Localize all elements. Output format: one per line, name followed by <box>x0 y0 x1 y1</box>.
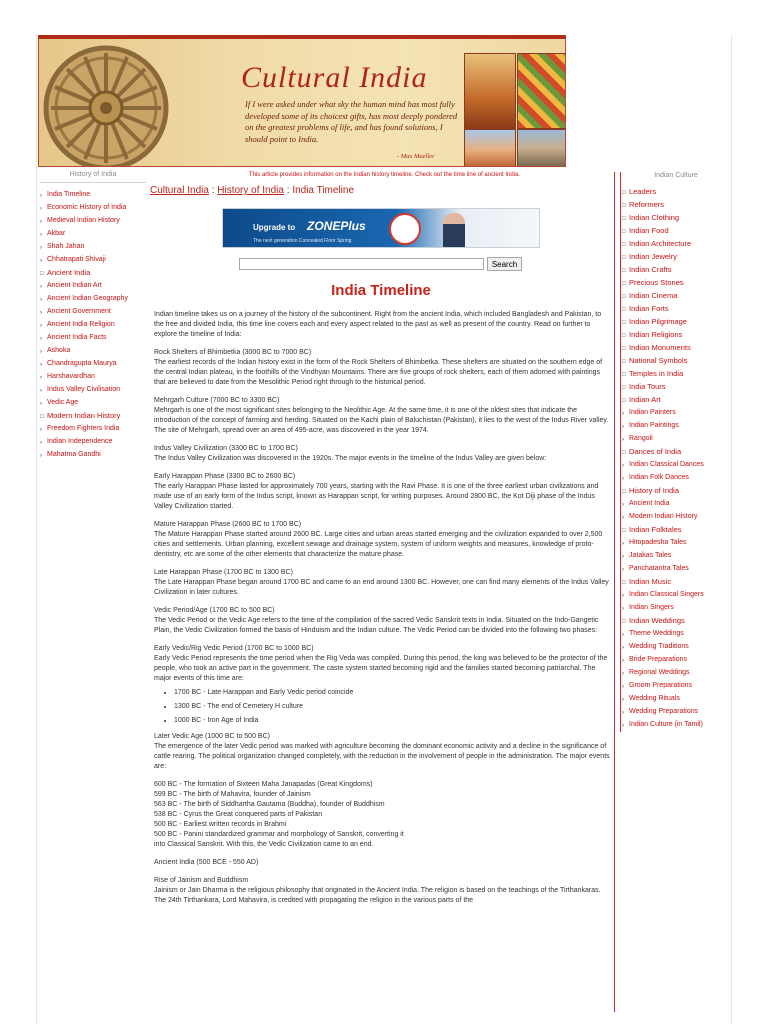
sidebar-item-label: Indus Valley Civilisation <box>47 386 121 393</box>
square-bullet-icon: □ <box>622 190 626 196</box>
sidebar-item-label: Regional Weddings <box>629 669 690 676</box>
sidebar-item[interactable] <box>621 498 731 511</box>
sidebar-item-label: Leaders <box>629 187 657 196</box>
section-paragraph: The Mature Harappan Phase started around 2600 BC. Large cities and urban areas started emerging and the civilization expanded to over 2,500 cities and settlements. Urban planning, excellent sewage and drainage system, system of uniform weights and measures, knowledge of proto-dentistry, etc are some of the other elements that characterize the mature phase. <box>154 531 603 558</box>
arrow-bullet-icon: › <box>622 684 624 690</box>
sidebar-item[interactable] <box>40 397 146 410</box>
arrow-bullet-icon: › <box>40 297 42 303</box>
sidebar-item-label: Modern Indian History <box>629 513 698 520</box>
sidebar-item-label: Indian Religions <box>629 330 683 339</box>
sidebar-item-label: Ashoka <box>47 347 71 354</box>
ad-person-image <box>443 213 465 248</box>
square-bullet-icon: □ <box>622 619 626 625</box>
sidebar-item[interactable] <box>40 280 146 293</box>
sidebar-item-label: India Timeline <box>47 191 91 198</box>
arrow-bullet-icon: › <box>622 424 624 430</box>
section-heading: Ancient India (500 BCE - 550 AD) <box>154 859 259 866</box>
right-sidebar-heading: Indian Culture <box>654 172 698 179</box>
sidebar-item-label: Indian Crafts <box>629 265 672 274</box>
events-list <box>154 688 610 726</box>
arrow-bullet-icon: › <box>622 710 624 716</box>
section-heading: Early Harappan Phase (3300 BC to 2600 BC) <box>154 473 296 480</box>
column-divider <box>614 172 615 1012</box>
sidebar-item-label: Ancient India Facts <box>47 334 107 341</box>
sidebar-item-label: Indian Singers <box>629 604 674 611</box>
sidebar-item-label: Wedding Rituals <box>629 695 680 702</box>
arrow-bullet-icon: › <box>622 593 624 599</box>
square-bullet-icon: □ <box>622 268 626 274</box>
sidebar-item-label: Indian Culture (in Tamil) <box>629 721 703 728</box>
ad-brand: ZONEPlus <box>307 219 366 233</box>
arrow-bullet-icon: › <box>622 723 624 729</box>
arrow-bullet-icon: › <box>40 336 42 342</box>
sidebar-item[interactable] <box>40 371 146 384</box>
breadcrumb-separator: : <box>208 185 218 196</box>
sidebar-item-label: Theme Weddings <box>629 630 684 637</box>
left-sidebar-list <box>40 189 146 462</box>
sidebar-item[interactable] <box>621 719 731 732</box>
arrow-bullet-icon: › <box>40 323 42 329</box>
events-lines <box>154 780 610 850</box>
advertisement-banner[interactable] <box>222 208 540 248</box>
section-heading: Rock Shelters of Bhimbetka (3000 BC to 7000 BC) <box>154 349 312 356</box>
banner-quote: If I were asked under what sky the human mind has most fully developed some of its choicest gifts, has most deeply pondered on the greatest problems of life, and has found solutions, I should point to India. <box>245 99 458 144</box>
sidebar-item[interactable] <box>621 381 731 394</box>
sidebar-item-label: Ancient Indian Art <box>47 282 102 289</box>
list-item: • 1300 BC - The end of Cemetery H culture <box>174 702 610 712</box>
sidebar-item-label: India Tours <box>629 382 666 391</box>
left-sidebar <box>40 171 146 462</box>
sidebar-item-label: Hitopadesha Tales <box>629 539 687 546</box>
sidebar-item-label: Indian Paintings <box>629 422 679 429</box>
search-input[interactable] <box>239 258 484 270</box>
sidebar-item[interactable] <box>621 446 731 459</box>
square-bullet-icon: □ <box>622 489 626 495</box>
arrow-bullet-icon: › <box>622 463 624 469</box>
sidebar-item-label: Chhatrapati Shivaji <box>47 256 106 263</box>
breadcrumb <box>150 185 354 196</box>
section-heading: Rise of Jainism and Buddhism <box>154 877 249 884</box>
sidebar-item[interactable] <box>621 511 731 524</box>
sidebar-item[interactable] <box>621 251 731 264</box>
sidebar-item-label: Temples in India <box>629 369 684 378</box>
sidebar-item[interactable] <box>621 433 731 446</box>
arrow-bullet-icon: › <box>622 502 624 508</box>
section-paragraph: The early Harappan Phase lasted for approximately 700 years, starting with the Ravi Phase. It is one of the three earliest urban civilizations and made use of an early form of the Indus script, known as Harappan script, for writing purposes. Around 2800 BC, the Kot Diji phase of the Indus Valley Civilization started. <box>154 483 599 510</box>
arrow-bullet-icon: › <box>622 476 624 482</box>
square-bullet-icon: □ <box>622 372 626 378</box>
page-title: India Timeline <box>331 282 431 299</box>
sidebar-item-label: Vedic Age <box>47 399 79 406</box>
square-bullet-icon: □ <box>40 414 44 420</box>
square-bullet-icon: □ <box>622 450 626 456</box>
sidebar-item[interactable] <box>621 615 731 628</box>
section-paragraph: The emergence of the later Vedic period was marked with agriculture becoming the dominant economic activity and a decline in the significance of cattle rearing. The political organization changed completely, with the reduction in the involvement of people in the administration. The major events are: <box>154 743 610 770</box>
breadcrumb-current: India Timeline <box>292 185 355 196</box>
sidebar-item-label: Indian Forts <box>629 304 669 313</box>
sidebar-item[interactable] <box>40 345 146 358</box>
event-line: into Classical Sanskrit. With this, the Vedic Civilization came to an end. <box>154 841 374 848</box>
section-paragraph: Mehrgarh is one of the most significant sites belonging to the Neolithic Age. At the same time, it is one of the oldest sites that indicate the introduction of the concept of farming and herding. Situated on the Kachi plain of Baluchistan (Pakistan), it lies to the west of the Indus River valley. The site of Mehrgarh, spread over an area of 495-acre, was discovered in the year 1974. <box>154 407 609 434</box>
sidebar-item[interactable] <box>40 189 146 202</box>
arrow-bullet-icon: › <box>40 388 42 394</box>
section-paragraph: Early Vedic Period represents the time period when the Rig Veda was compiled. During this period, the king was believed to be the protector of the people, who took an active part in the government. The caste system started becoming rigid and the families started becoming patriarchal. The major events of this time are: <box>154 655 608 682</box>
article-notice: This article provides information on the Indian history timeline. Check out the time line of ancient India. <box>248 172 521 178</box>
sidebar-item[interactable] <box>621 199 731 212</box>
sidebar-item-label: Medieval Indian History <box>47 217 120 224</box>
square-bullet-icon: □ <box>622 255 626 261</box>
ad-tagline: The next generation Concealed Floor Spring <box>253 238 352 244</box>
sidebar-item[interactable] <box>40 267 146 280</box>
section-heading: Mehrgarh Culture (7000 BC to 3300 BC) <box>154 397 280 404</box>
sidebar-item-label: Chandragupta Maurya <box>47 360 117 367</box>
arrow-bullet-icon: › <box>622 515 624 521</box>
sidebar-item[interactable] <box>40 202 146 215</box>
event-line: 500 BC - Panini standardized grammar and morphology of Sanskrit, converting it <box>154 831 404 838</box>
event-line: 563 BC - The birth of Siddhartha Gautama (Buddha), founder of Buddhism <box>154 801 385 808</box>
sidebar-item[interactable] <box>40 228 146 241</box>
event-line: 599 BC - The birth of Mahavira, founder of Jainism <box>154 791 311 798</box>
section-heading: Later Vedic Age (1000 BC to 500 BC) <box>154 733 270 740</box>
intro-paragraph: Indian timeline takes us on a journey of the history of the subcontinent. Right from the ancient India, which included Bangladesh and Pakistan, to the free and divided India, this time line covers each and every aspect related to the past as well as present of the country. Read on further to explore the timeline of India: <box>154 311 602 338</box>
sidebar-item-label: Indian Clothing <box>629 213 680 222</box>
arrow-bullet-icon: › <box>40 206 42 212</box>
event-line: 500 BC - Earliest written records in Brahmi <box>154 821 287 828</box>
arrow-bullet-icon: › <box>40 245 42 251</box>
sidebar-item[interactable] <box>621 602 731 615</box>
arrow-bullet-icon: › <box>40 258 42 264</box>
sidebar-item[interactable] <box>621 212 731 225</box>
arrow-bullet-icon: › <box>622 437 624 443</box>
arrow-bullet-icon: › <box>622 658 624 664</box>
sidebar-item[interactable] <box>40 449 146 462</box>
sidebar-item-label: Reformers <box>629 200 665 209</box>
sidebar-item[interactable] <box>621 329 731 342</box>
square-bullet-icon: □ <box>622 242 626 248</box>
chariot-wheel-icon <box>41 43 171 167</box>
section-paragraph: The earliest records of the Indian history exist in the form of the Rock Shelters of Bhimbetka. These shelters are situated on the southern edge of the central Indian plateau, in the foothills of the Vindhyan Mountains. There are five groups of rock shelters, each of them adorned with paintings that are believed to date from the Mesolithic Period right through to the historical period. <box>154 359 603 386</box>
sidebar-item[interactable] <box>621 290 731 303</box>
sidebar-item-label: Economic History of India <box>47 204 127 211</box>
list-item: • 1700 BC - Late Harappan and Early Vedic period coincide <box>174 688 610 698</box>
sidebar-item[interactable] <box>40 215 146 228</box>
sidebar-item-label: Precious Stones <box>629 278 684 287</box>
sidebar-item[interactable] <box>621 277 731 290</box>
section-heading: Indus Valley Civilization (3300 BC to 1700 BC) <box>154 445 298 452</box>
sidebar-item-label: Indian Monuments <box>629 343 691 352</box>
sidebar-item-label: Indian Classical Singers <box>629 591 704 598</box>
textile-photo <box>517 53 566 129</box>
sidebar-item[interactable] <box>40 293 146 306</box>
sidebar-item[interactable] <box>621 680 731 693</box>
square-bullet-icon: □ <box>622 281 626 287</box>
sidebar-item-label: Indian Jewelry <box>629 252 677 261</box>
arrow-bullet-icon: › <box>622 541 624 547</box>
arrow-bullet-icon: › <box>622 567 624 573</box>
section-heading: Early Vedic/Rig Vedic Period (1700 BC to 1000 BC) <box>154 645 314 652</box>
sidebar-item-label: Indian Folk Dances <box>629 474 689 481</box>
arrow-bullet-icon: › <box>40 440 42 446</box>
left-sidebar-heading: History of India <box>40 171 146 183</box>
square-bullet-icon: □ <box>622 294 626 300</box>
right-sidebar-list <box>621 186 731 732</box>
sidebar-item-label: Ancient Government <box>47 308 111 315</box>
sidebar-item-label: Freedom Fighters India <box>47 425 120 432</box>
sidebar-item-label: Wedding Preparations <box>629 708 699 715</box>
sidebar-item-label: Jatakas Tales <box>629 552 672 559</box>
sidebar-item-label: Indian Architecture <box>629 239 692 248</box>
section-paragraph: The Late Harappan Phase began around 1700 BC and came to an end around 1300 BC. However, one can find many elements of the Indus Valley Civilization in later cultures. <box>154 579 609 596</box>
sidebar-item[interactable] <box>621 563 731 576</box>
ghats-photo <box>517 129 566 167</box>
sidebar-item[interactable] <box>621 628 731 641</box>
article-content <box>154 310 610 914</box>
sidebar-item[interactable] <box>40 358 146 371</box>
sidebar-item[interactable] <box>40 410 146 423</box>
sidebar-item-label: Ancient India <box>629 500 670 507</box>
square-bullet-icon: □ <box>622 385 626 391</box>
right-sidebar <box>620 172 731 732</box>
section-heading: Late Harappan Phase (1700 BC to 1300 BC) <box>154 569 293 576</box>
site-title[interactable]: Cultural India <box>241 61 428 94</box>
sidebar-item[interactable] <box>621 524 731 537</box>
list-item: • 1000 BC - Iron Age of India <box>174 716 610 726</box>
sidebar-item[interactable] <box>621 485 731 498</box>
sidebar-item[interactable] <box>621 589 731 602</box>
square-bullet-icon: □ <box>622 359 626 365</box>
site-banner <box>38 35 566 167</box>
sidebar-item[interactable] <box>621 238 731 251</box>
sidebar-item-label: Wedding Traditions <box>629 643 689 650</box>
arrow-bullet-icon: › <box>40 349 42 355</box>
square-bullet-icon: □ <box>622 398 626 404</box>
breadcrumb-separator: : <box>283 185 293 196</box>
square-bullet-icon: □ <box>622 216 626 222</box>
sidebar-item[interactable] <box>621 420 731 433</box>
sidebar-item[interactable] <box>621 706 731 719</box>
sidebar-item[interactable] <box>40 319 146 332</box>
arrow-bullet-icon: › <box>40 284 42 290</box>
arrow-bullet-icon: › <box>40 427 42 433</box>
sidebar-item-label: Dances of India <box>629 447 682 456</box>
square-bullet-icon: □ <box>40 271 44 277</box>
dancer-photo <box>464 53 516 129</box>
sidebar-item[interactable] <box>621 550 731 563</box>
square-bullet-icon: □ <box>622 580 626 586</box>
arrow-bullet-icon: › <box>622 411 624 417</box>
sidebar-item[interactable] <box>621 342 731 355</box>
section-paragraph: The Indus Valley Civilization was discovered in the 1920s. The major events in the timeline of the Indus Valley are given below: <box>154 455 547 462</box>
section-paragraph: The Vedic Period or the Vedic Age refers to the time of the compilation of the sacred Vedic Sanskrit texts in India. Situated on the Indo-Gangetic Plain, the Vedic Civilization formed the basis of Hinduism and the Indian culture. The Vedic Period can be divided into the following two phases: <box>154 617 599 634</box>
square-bullet-icon: □ <box>622 320 626 326</box>
arrow-bullet-icon: › <box>40 310 42 316</box>
sidebar-item[interactable] <box>621 472 731 485</box>
square-bullet-icon: □ <box>622 203 626 209</box>
sidebar-item[interactable] <box>621 303 731 316</box>
sidebar-item[interactable] <box>621 186 731 199</box>
sidebar-item-label: Ancient India <box>47 268 91 277</box>
sidebar-item-label: Panchatantra Tales <box>629 565 689 572</box>
search-button[interactable]: Search <box>487 257 522 271</box>
sidebar-item-label: Indian Cinema <box>629 291 678 300</box>
sidebar-item[interactable] <box>621 641 731 654</box>
sidebar-item-label: Indian Classical Dances <box>629 461 704 468</box>
sidebar-item[interactable] <box>40 254 146 267</box>
ad-text: Upgrade to <box>253 223 296 232</box>
square-bullet-icon: □ <box>622 333 626 339</box>
sidebar-item-label: National Symbols <box>629 356 688 365</box>
sidebar-item[interactable] <box>621 355 731 368</box>
arrow-bullet-icon: › <box>622 606 624 612</box>
sidebar-item[interactable] <box>40 423 146 436</box>
sidebar-item[interactable] <box>40 332 146 345</box>
sidebar-item[interactable] <box>621 264 731 277</box>
sidebar-item-label: Bride Preparations <box>629 656 687 663</box>
sidebar-item-label: Groom Preparations <box>629 682 693 689</box>
sidebar-item-label: Indian Painters <box>629 409 676 416</box>
sidebar-item-label: Indian Pilgrimage <box>629 317 687 326</box>
sidebar-item-label: Indian Independence <box>47 438 113 445</box>
sidebar-item[interactable] <box>621 537 731 550</box>
sidebar-item[interactable] <box>621 576 731 589</box>
sidebar-item[interactable] <box>40 306 146 319</box>
sidebar-item-label: Modern Indian History <box>47 411 121 420</box>
sidebar-item[interactable] <box>621 394 731 407</box>
section-paragraph: Jainism or Jain Dharma is the religious philosophy that originated in the Ancient India. The religion is based on the teachings of the Tirthankaras. The 24th Tirthankara, Lord Mahavira, is credited with propagating the religion in the various parts of the <box>154 887 601 904</box>
sidebar-item-label: Ancient Indian Geography <box>47 295 128 302</box>
sidebar-item[interactable] <box>40 241 146 254</box>
section-heading: Mature Harappan Phase (2600 BC to 1700 BC) <box>154 521 302 528</box>
sidebar-item-label: Ancient India Religion <box>47 321 115 328</box>
arrow-bullet-icon: › <box>622 697 624 703</box>
arrow-bullet-icon: › <box>40 193 42 199</box>
breadcrumb-home-link[interactable]: Cultural India <box>150 185 209 196</box>
arrow-bullet-icon: › <box>622 645 624 651</box>
sidebar-item-label: Indian Folktales <box>629 525 682 534</box>
arrow-bullet-icon: › <box>40 453 42 459</box>
sidebar-item-label: Rangoli <box>629 435 653 442</box>
sidebar-item[interactable] <box>621 654 731 667</box>
sidebar-item[interactable] <box>621 667 731 680</box>
breadcrumb-section-link[interactable]: History of India <box>217 185 284 196</box>
arrow-bullet-icon: › <box>40 375 42 381</box>
sidebar-item-label: Indian Weddings <box>629 616 685 625</box>
sidebar-item[interactable] <box>621 225 731 238</box>
quote-author: - Max Mueller <box>397 153 435 160</box>
sidebar-item[interactable] <box>40 436 146 449</box>
sidebar-item[interactable] <box>621 368 731 381</box>
arrow-bullet-icon: › <box>40 232 42 238</box>
ad-badge-icon <box>389 213 421 245</box>
arrow-bullet-icon: › <box>40 401 42 407</box>
square-bullet-icon: □ <box>622 229 626 235</box>
sidebar-item-label: Indian Art <box>629 395 661 404</box>
arrow-bullet-icon: › <box>40 219 42 225</box>
arrow-bullet-icon: › <box>622 671 624 677</box>
square-bullet-icon: □ <box>622 528 626 534</box>
sidebar-item-label: Mahatma Gandhi <box>47 451 101 458</box>
square-bullet-icon: □ <box>622 346 626 352</box>
section-heading: Vedic Period/Age (1700 BC to 500 BC) <box>154 607 275 614</box>
sidebar-item[interactable] <box>40 384 146 397</box>
arrow-bullet-icon: › <box>40 362 42 368</box>
sidebar-item[interactable] <box>621 459 731 472</box>
sidebar-item[interactable] <box>621 316 731 329</box>
sidebar-item-label: History of India <box>629 486 680 495</box>
sidebar-item-label: Indian Music <box>629 577 672 586</box>
palace-photo <box>464 129 516 167</box>
event-line: 538 BC - Cyrus the Great conquered parts of Pakistan <box>154 811 323 818</box>
sidebar-item[interactable] <box>621 407 731 420</box>
arrow-bullet-icon: › <box>622 632 624 638</box>
sidebar-item-label: Akbar <box>47 230 66 237</box>
sidebar-item-label: Indian Food <box>629 226 669 235</box>
sidebar-item[interactable] <box>621 693 731 706</box>
arrow-bullet-icon: › <box>622 554 624 560</box>
sidebar-item-label: Shah Jahan <box>47 243 85 250</box>
square-bullet-icon: □ <box>622 307 626 313</box>
sidebar-item-label: Harshavardhan <box>47 373 95 380</box>
event-line: 600 BC - The formation of Sixteen Maha Janapadas (Great Kingdoms) <box>154 781 373 788</box>
